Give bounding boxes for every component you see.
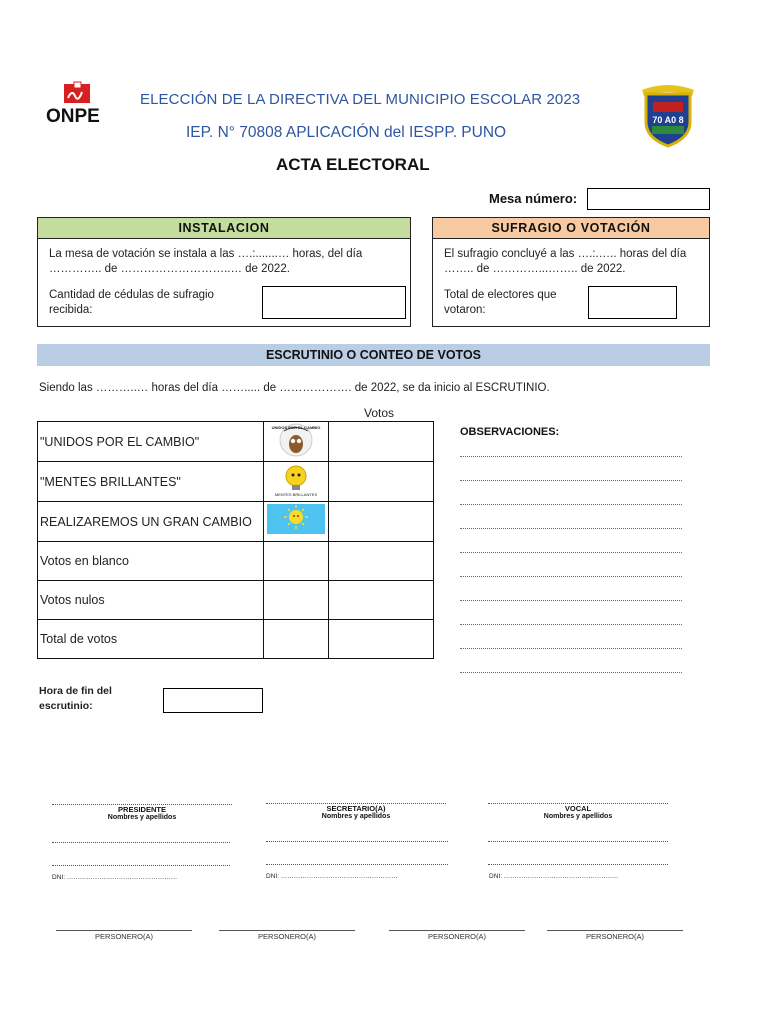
dni-field[interactable]: DNI: ………………………………………………: [266, 873, 398, 880]
votos-header: Votos: [364, 406, 395, 420]
party-logo-realizaremos: [264, 502, 329, 542]
observation-line[interactable]: [460, 624, 682, 625]
owl-icon: [289, 435, 303, 453]
signature-sub: Nombres y apellidos: [107, 814, 177, 821]
signature-presidente[interactable]: [52, 804, 232, 822]
signature-personero[interactable]: [389, 930, 525, 941]
name-line[interactable]: [52, 865, 230, 866]
signature-personero[interactable]: [56, 930, 192, 941]
votes-count-field[interactable]: [329, 422, 434, 462]
cedulas-label: Cantidad de cédulas de sufragio recibida:: [49, 289, 214, 316]
observation-line[interactable]: [460, 648, 682, 649]
table-row: [38, 620, 434, 659]
name-line[interactable]: [266, 864, 448, 865]
signature-sub: Nombres y apellidos: [321, 813, 391, 820]
mesa-label: Mesa número:: [489, 191, 578, 206]
electores-label: Total de electores que votaron:: [444, 289, 557, 316]
personero-label: PERSONERO(A): [428, 932, 486, 941]
sufragio-text: El sufragio concluyé a las ….:.….. horas del día …….. de …………...…….. de 2022.: [444, 248, 687, 275]
observation-line[interactable]: [460, 456, 682, 457]
party-name: REALIZAREMOS UN GRAN CAMBIO: [38, 502, 264, 542]
instalacion-title: INSTALACION: [38, 218, 410, 239]
table-row: [38, 422, 434, 462]
sufragio-title: SUFRAGIO O VOTACIÓN: [433, 218, 709, 239]
signature-vocal[interactable]: [488, 803, 668, 821]
signature-personero[interactable]: [547, 930, 683, 941]
mesa-number-field[interactable]: [587, 188, 710, 210]
observaciones-label: OBSERVACIONES:: [460, 426, 560, 438]
signature-sub: Nombres y apellidos: [543, 813, 613, 820]
observation-line[interactable]: [460, 576, 682, 577]
onpe-wordmark: ONPE: [46, 106, 100, 127]
svg-text:MENTES BRILLANTES: MENTES BRILLANTES: [274, 492, 318, 497]
school-crest: [638, 82, 698, 148]
signature-role: VOCAL: [564, 804, 592, 813]
name-line[interactable]: [266, 841, 448, 842]
table-row: [38, 502, 434, 542]
electores-field[interactable]: [588, 286, 677, 319]
votes-count-field[interactable]: [329, 502, 434, 542]
lightbulb-icon: [286, 466, 306, 486]
sufragio-panel: [432, 217, 710, 327]
party-logo-unidos: [264, 422, 329, 462]
signature-role: PRESIDENTE: [118, 805, 166, 814]
votes-count-field[interactable]: [329, 620, 434, 659]
instalacion-text: La mesa de votación se instala a las ….:.......… horas, del día ………….. de ………………………..… de 2022.: [49, 248, 363, 275]
party-name: "UNIDOS POR EL CAMBIO": [38, 422, 264, 462]
observation-line[interactable]: [460, 528, 682, 529]
escrutinio-title: ESCRUTINIO O CONTEO DE VOTOS: [37, 344, 710, 366]
personero-label: PERSONERO(A): [95, 932, 153, 941]
school-subtitle: IEP. N° 70808 APLICACIÓN del IESPP. PUNO: [186, 124, 507, 141]
onpe-logo: [44, 80, 114, 128]
cedulas-field[interactable]: [262, 286, 406, 319]
table-row: [38, 542, 434, 581]
party-name: "MENTES BRILLANTES": [38, 462, 264, 502]
signature-secretario[interactable]: [266, 803, 446, 821]
dni-field[interactable]: DNI: ……………………………………………: [52, 874, 178, 881]
name-line[interactable]: [52, 842, 230, 843]
instalacion-panel: [37, 217, 411, 327]
party-logo-mentes: [264, 462, 329, 502]
svg-text:UNIDOS POR EL CAMBIO: UNIDOS POR EL CAMBIO: [271, 425, 321, 430]
hora-fin-label: Hora de fin del escrutinio:: [39, 685, 112, 712]
name-line[interactable]: [488, 864, 668, 865]
observation-line[interactable]: [460, 600, 682, 601]
election-title: ELECCIÓN DE LA DIRECTIVA DEL MUNICIPIO ESCOLAR 2023: [140, 91, 581, 108]
escrutinio-start-text: Siendo las ………..… horas del día ……..... de ………………. de 2022, se da inicio al ESCRUTINIO.: [39, 382, 550, 394]
signature-role: SECRETARIO(A): [326, 804, 386, 813]
dni-field[interactable]: DNI: ……………………………………………..: [489, 873, 618, 880]
observation-line[interactable]: [460, 504, 682, 505]
observation-line[interactable]: [460, 480, 682, 481]
hora-fin-field[interactable]: [163, 688, 263, 713]
votes-table: [37, 421, 434, 659]
observation-line[interactable]: [460, 552, 682, 553]
votes-count-field[interactable]: [329, 542, 434, 581]
row-label: Votos en blanco: [38, 542, 264, 581]
personero-label: PERSONERO(A): [258, 932, 316, 941]
row-label: Votos nulos: [38, 581, 264, 620]
acta-title: ACTA ELECTORAL: [276, 155, 430, 174]
votes-count-field[interactable]: [329, 581, 434, 620]
votes-count-field[interactable]: [329, 462, 434, 502]
table-row: [38, 462, 434, 502]
personero-label: PERSONERO(A): [586, 932, 644, 941]
name-line[interactable]: [488, 841, 668, 842]
svg-text:70 A0 8: 70 A0 8: [652, 115, 684, 125]
signature-personero[interactable]: [219, 930, 355, 941]
table-row: [38, 581, 434, 620]
row-label: Total de votos: [38, 620, 264, 659]
observation-line[interactable]: [460, 672, 682, 673]
